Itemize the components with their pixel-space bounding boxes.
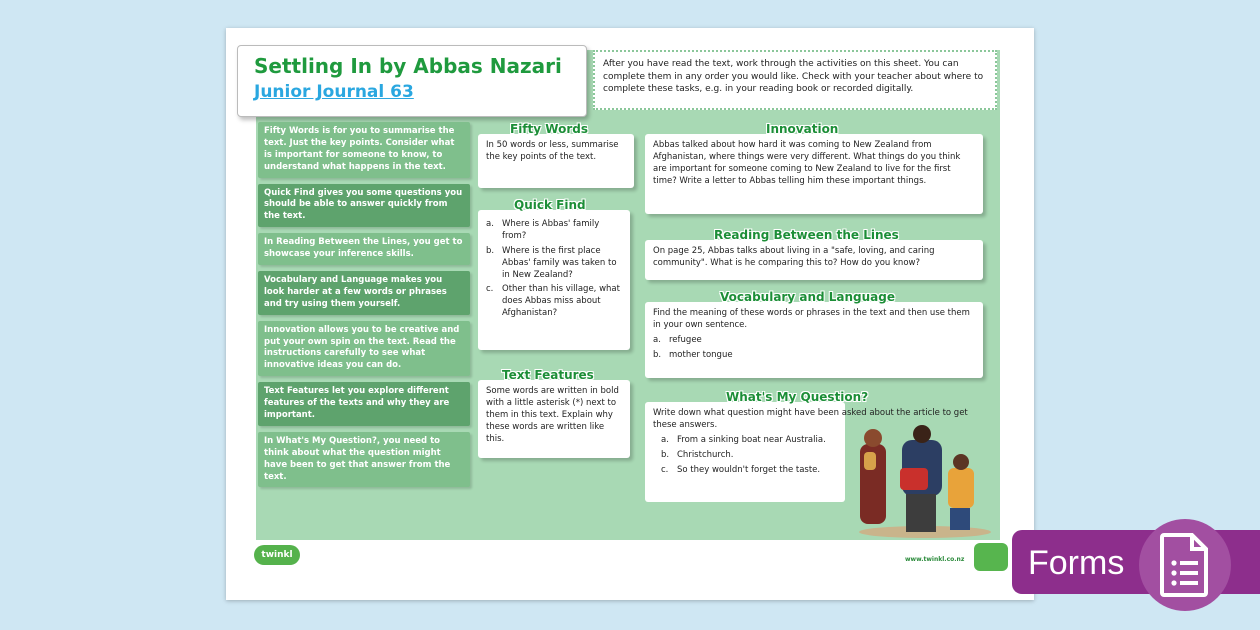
text-features-heading: Text Features [502, 368, 594, 382]
description-reading-between: In Reading Between the Lines, you get to showcase your inference skills. [258, 233, 470, 265]
whats-my-question-instructions: Write down what question might have been asked about the article to get these answers. [653, 408, 968, 430]
list-item: a. refugee [653, 334, 702, 345]
list-item: b. Christchurch. [661, 449, 734, 460]
form-document-icon [1139, 519, 1231, 611]
page-title: Settling In by Abbas Nazari [254, 54, 562, 78]
innovation-heading: Innovation [766, 122, 839, 136]
whats-my-question-box [645, 402, 968, 502]
vocabulary-heading: Vocabulary and Language [720, 290, 896, 304]
activity-descriptions [258, 122, 470, 493]
description-whats-my-question: In What's My Question?, you need to think about what the question might have been to get that answer from the text. [258, 432, 470, 488]
title-box [237, 45, 587, 117]
forms-label: Forms [1028, 544, 1125, 582]
description-innovation: Innovation allows you to be creative and put your own spin on the text. Read the instructions carefully to see what innovative ideas you can do. [258, 321, 470, 377]
vocabulary-box [645, 302, 983, 378]
list-item: c. So they wouldn't forget the taste. [661, 464, 821, 475]
fifty-words-heading: Fifty Words [510, 122, 588, 136]
reading-between-box: On page 25, Abbas talks about living in a "safe, loving, and caring community". What is he comparing this to? How do you know? [645, 240, 983, 280]
quick-find-box [478, 210, 630, 350]
fifty-words-box: In 50 words or less, summarise the key points of the text. [478, 134, 634, 188]
journal-link[interactable]: Junior Journal 63 [254, 82, 414, 102]
text-features-box: Some words are written in bold with a little asterisk (*) next to them in this text. Explain why these words are written like this. [478, 380, 630, 458]
twinkl-logo: twinkl [254, 545, 300, 565]
footer-logo-badge [974, 543, 1008, 571]
description-quick-find: Quick Find gives you some questions you should be able to answer quickly from the text. [258, 184, 470, 228]
list-item: b. mother tongue [653, 349, 733, 360]
description-text-features: Text Features let you explore different features of the texts and why they are important. [258, 382, 470, 426]
footer-url[interactable]: www.twinkl.co.nz [905, 556, 965, 563]
list-item: c. Other than his village, what does Abbas miss about Afghanistan? [486, 284, 620, 319]
quick-find-heading: Quick Find [514, 198, 586, 212]
description-fifty-words: Fifty Words is for you to summarise the text. Just the key points. Consider what is important for someone to know, to understand what happens in the text. [258, 122, 470, 178]
list-item: a. Where is Abbas' family from? [486, 219, 600, 241]
intro-instructions: After you have read the text, work through the activities on this sheet. You can complete them in any order you would like. Check with your teacher about where to complete these tasks, e.g. in your reading book or recorded digitally. [593, 50, 997, 110]
family-illustration [852, 424, 998, 538]
description-vocabulary: Vocabulary and Language makes you look harder at a few words or phrases and try using them yourself. [258, 271, 470, 315]
whats-my-question-heading: What's My Question? [726, 390, 869, 404]
vocabulary-instructions: Find the meaning of these words or phrases in the text and then use them in your own sentence. [653, 308, 970, 330]
innovation-box: Abbas talked about how hard it was coming to New Zealand from Afghanistan, where things were very different. What things do you think are important for someone coming to New Zealand to live for the first time? Write a letter to Abbas telling him these important things. [645, 134, 983, 214]
list-item: b. Where is the first place Abbas' family was taken to in New Zealand? [486, 245, 617, 280]
reading-between-heading: Reading Between the Lines [714, 228, 899, 242]
list-item: a. From a sinking boat near Australia. [661, 434, 826, 445]
